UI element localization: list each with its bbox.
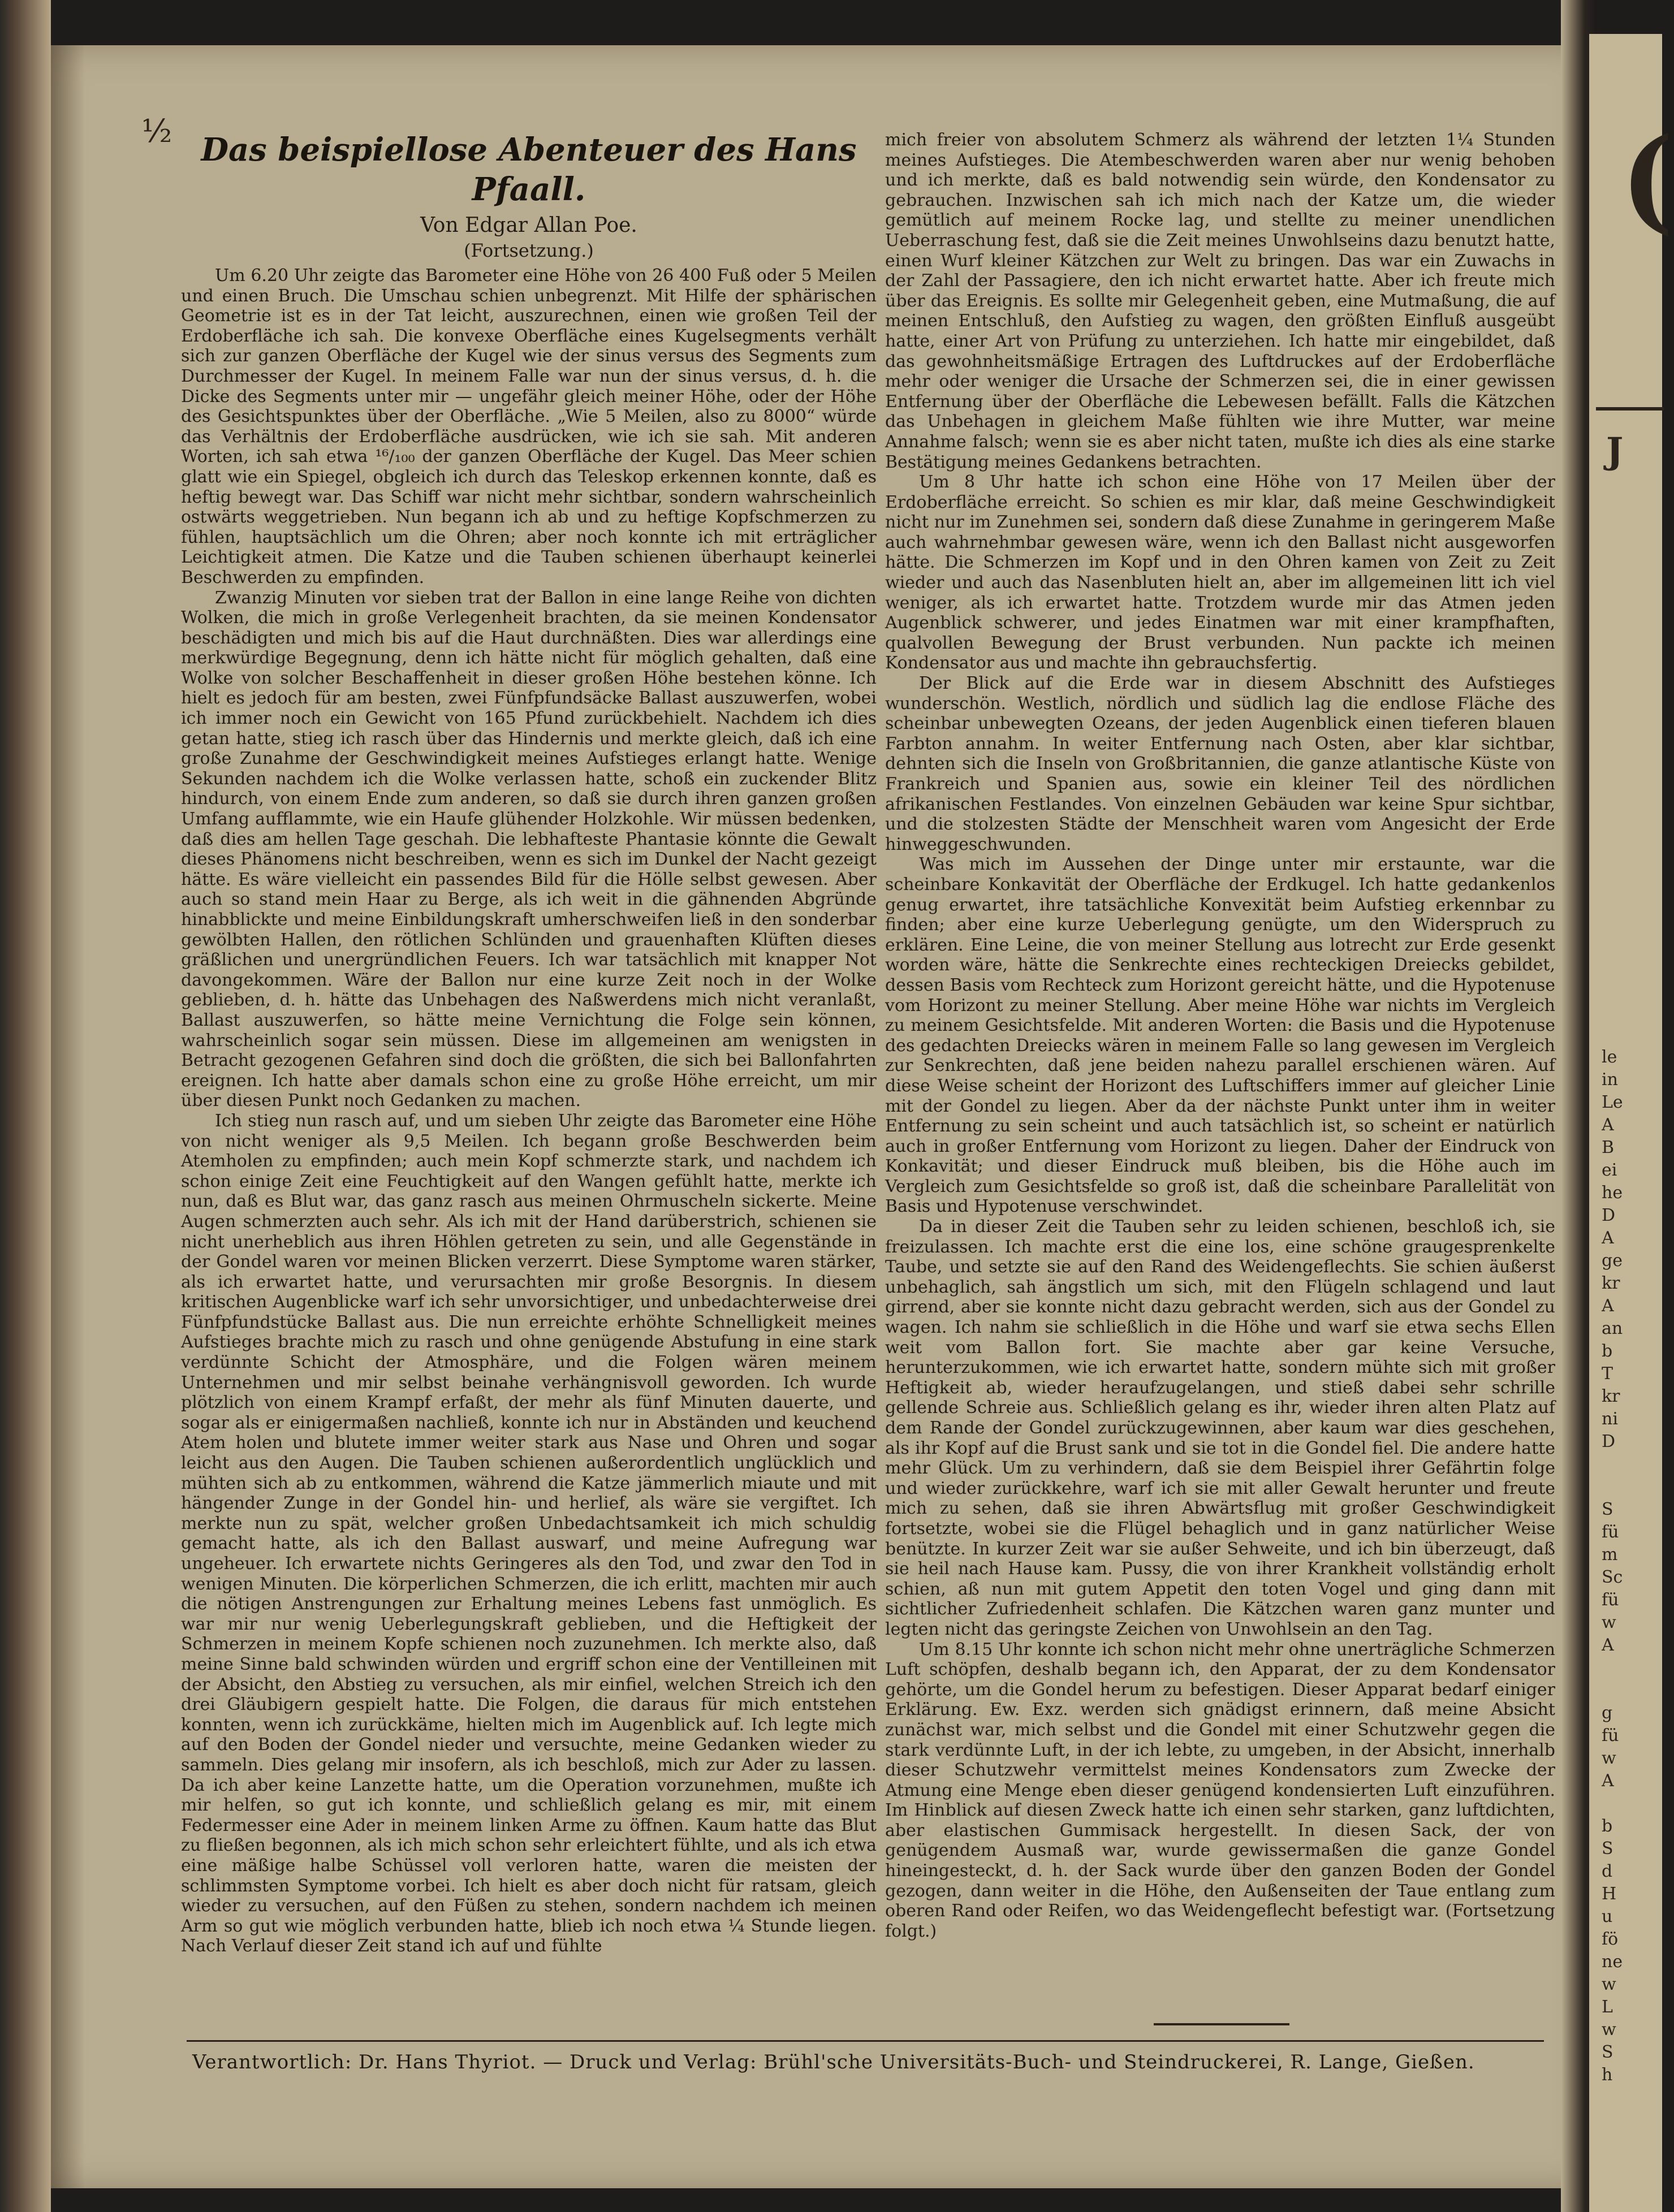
paragraph: Ich stieg nun rasch auf, und um sieben Uhr zeigte das Barometer eine Höhe von nicht weniger als 9,5 Meilen. Ich begann große Beschwerden beim Atemholen zu empfinden; auch mein Kopf schmerzte stark, und nachdem ich schon einige Zeit eine Feuchtigkeit auf den Wangen gefühlt hatte, merkte ich nun, daß es Blut war, das ganz rasch aus meinen Ohrmuscheln sickerte. Meine Augen schmerzten auch sehr. Als ich mit der Hand darüberstrich, schienen sie nicht unerheblich aus ihren Höhlen getreten zu sein, und alle Gegenstände in der Gondel waren vor meinen Blicken verzerrt. Diese Symptome waren stärker, als ich erwartet hatte, und verursachten mir große Besorgnis. In diesem kritischen Augenblicke warf ich sehr unvorsichtiger, und unbedachterweise drei Fünfpfundstücke Ballast aus. Die nun erreichte erhöhte Schnelligkeit meines Aufstieges brachte mich zu rasch und ohne genügende Abstufung in eine stark verdünnte Schicht der Atmosphäre, und die Folgen wären meinem Unternehmen und mir selbst beinahe verhängnisvoll geworden. Ich wurde plötzlich von einem Krampf erfaßt, der mehr als fünf Minuten dauerte, und sogar als er einigermaßen nachließ, konnte ich nur in Abständen und keuchend Atem holen und blutete immer weiter stark aus Nase und Ohren und sogar leicht aus den Augen. Die Tauben schienen außerordentlich unglücklich und mühten sich ab zu entkommen, während die Katze jämmerlich miaute und mit hängender Zunge in der Gondel hin- und herlief, als wäre sie vergiftet. Ich merkte nun zu spät, welcher großen Unbedachtsamkeit ich mich schuldig gemacht hatte, als ich den Ballast auswarf, und meine Aufregung war ungeheuer. Ich erwartete nichts Geringeres als den Tod, und zwar den Tod in wenigen Minuten. Die körperlichen Schmerzen, die ich erlitt, machten mir auch die nötigen Anstrengungen zur Erhaltung meines Lebens fast unmöglich. Es war mir nur wenig Ueberlegungskraft geblieben, und die Heftigkeit der Schmerzen in meinem Kopfe schienen noch zuzunehmen. Ich merkte also, daß meine Sinne bald schwinden würden und ergriff schon eine der Ventilleinen mit der Absicht, den Abstieg zu versuchen, als mir einfiel, welchen Streich ich den drei Gläubigern gespielt hatte. Die Folgen, die daraus für mich entstehen konnten, wenn ich zurückkäme, hielten mich im Augenblick auf. Ich legte mich auf den Boden der Gondel nieder und versuchte, meine Gedanken wieder zu sammeln. Dies gelang mir insofern, als ich beschloß, mich zur Ader zu lassen. Da ich aber keine Lanzette hatte, um die Operation vorzunehmen, mußte ich mir helfen, so gut ich konnte, und schließlich gelang es mir, mit einem Federmesser eine Ader in meinem linken Arme zu öffnen. Kaum hatte das Blut zu fließen begonnen, als ich mich schon sehr erleichtert fühlte, und als ich etwa eine mäßige halbe Schüssel voll verloren hatte, waren die meisten der schlimmsten Symptome vorbei. Ich hielt es aber doch nicht für ratsam, gleich wieder zu versuchen, auf den Füßen zu stehen, sondern nachdem ich meinen Arm so gut wie möglich verbunden hatte, blieb ich noch etwa ¼ Stunde liegen. Nach Verlauf dieser Zeit stand ich auf und fühlte xyxy=(181,1111,877,1956)
adjacent-page-fragment xyxy=(1602,1453,1664,1476)
adjacent-page-fragment: B xyxy=(1602,1138,1615,1157)
adjacent-page-fragment: ne xyxy=(1602,1952,1623,1972)
adjacent-page-fragment: w xyxy=(1602,2020,1616,2040)
margin-mark: ½ xyxy=(141,113,172,150)
adjacent-page-fragment: g xyxy=(1602,1703,1613,1723)
adjacent-page-fragment xyxy=(1602,1679,1664,1702)
article-title: Das beispiellose Abenteuer des Hans Pfaall. xyxy=(201,131,857,208)
adjacent-page-fragment: m xyxy=(1602,1545,1618,1565)
adjacent-page-fragment: d xyxy=(1602,1861,1613,1881)
adjacent-page-fragment: D xyxy=(1602,1432,1616,1451)
imprint-footer: Verantwortlich: Dr. Hans Thyriot. — Druck und Verlag: Brühl'sche Universitäts-Buch- und Steindruckerei, R. Lange, Gießen. xyxy=(192,2051,1475,2073)
adjacent-page-fragment xyxy=(1602,1657,1664,1679)
book-edge-left xyxy=(0,0,51,2212)
adjacent-page-fragment: h xyxy=(1602,2065,1613,2085)
article-end-rule xyxy=(1154,2023,1289,2025)
adjacent-page-initial: ( xyxy=(1620,113,1674,246)
adjacent-page-fragment: A xyxy=(1602,1296,1614,1316)
adjacent-page-fragment: A xyxy=(1602,1228,1614,1248)
adjacent-page-fragment: he xyxy=(1602,1183,1623,1203)
adjacent-page-fragment: S xyxy=(1602,1839,1613,1859)
adjacent-page-fragment: H xyxy=(1602,1884,1617,1904)
adjacent-page-fragment: kr xyxy=(1602,1386,1620,1406)
adjacent-page-fragment: T xyxy=(1602,1364,1613,1384)
paragraph: Um 8 Uhr hatte ich schon eine Höhe von 17 Meilen über der Erdoberfläche erreicht. So schien es mir klar, daß meine Geschwindigkeit nicht nur im Zunehmen sei, sondern daß diese Zunahme in geringerem Maße auch wahrnehmbar gewesen wäre, wenn ich den Ballast nicht ausgeworfen hätte. Die Schmerzen im Kopf und in den Ohren kamen von Zeit zu Zeit wieder und auch das Nasenbluten hielt an, aber im allgemeinen litt ich viel weniger, als ich erwartet hatte. Trotzdem wurde mir das Atmen jeden Augenblick schwerer, und jedes Einatmen war mit einer krampfhaften, qualvollen Bewegung der Brust verbunden. Nun packte ich meinen Kondensator aus und machte ihn gebrauchsfertig. xyxy=(885,472,1555,673)
adjacent-page-fragment: ni xyxy=(1602,1409,1618,1429)
adjacent-page-fragment xyxy=(1602,1476,1664,1498)
adjacent-page-fragment: w xyxy=(1602,1748,1616,1768)
adjacent-page-fragment: fö xyxy=(1602,1929,1619,1949)
adjacent-page-fragment: kr xyxy=(1602,1273,1620,1293)
paragraph: Da in dieser Zeit die Tauben sehr zu leiden schienen, beschloß ich, sie freizulassen. Ich machte erst die eine los, eine schöne graugesprenkelte Taube, und setzte sie auf den Rand des Weidengeflechts. Sie schien äußerst unbehaglich, sah ängstlich um sich, mit den Flügeln schlagend und laut girrend, aber sie konnte nicht dazu gebracht werden, sich aus der Gondel zu wagen. Ich nahm sie schließlich in die Höhe und warf sie etwa sechs Ellen weit vom Ballon fort. Sie machte aber gar keine Versuche, herunterzukommen, wie ich erwartet hatte, sondern mühte sich mit großer Heftigkeit ab, wieder heraufzugelangen, und stieß dabei sehr schrille gellende Schreie aus. Schließlich gelang es ihr, wieder ihren alten Platz auf dem Rande der Gondel zurückzugewinnen, aber kaum war dies geschehen, als ihr Kopf auf die Brust sank und sie tot in die Gondel fiel. Die andere hatte mehr Glück. Um zu verhindern, daß sie dem Beispiel ihrer Gefährtin folge und wieder zurückkehre, warf ich sie mit aller Gewalt herunter und freute mich zu sehen, daß sie ihren Abwärtsflug mit großer Geschwindigkeit fortsetzte, wobei sie die Flügel behaglich und in ganz natürlicher Weise benützte. In kurzer Zeit war sie außer Sehweite, und ich bin überzeugt, daß sie heil nach Hause kam. Pussy, die von ihrer Krankheit vollständig erholt schien, aß nun mit gutem Appetit den toten Vogel und ging dann mit sichtlicher Zufriedenheit schlafen. Die Kätzchen waren ganz munter und legten nicht das geringste Zeichen von Unwohlsein an den Tag. xyxy=(885,1217,1555,1639)
adjacent-page-fragment: ge xyxy=(1602,1251,1623,1271)
adjacent-page-fragments xyxy=(1602,1046,1664,2086)
adjacent-page-fragment: b xyxy=(1602,1341,1613,1361)
adjacent-page-fragment: S xyxy=(1602,1500,1613,1519)
adjacent-page-fragment: L xyxy=(1602,1997,1613,2017)
page-shadow xyxy=(51,45,85,2188)
adjacent-page-heading: J xyxy=(1606,430,1624,472)
adjacent-page-fragment: A xyxy=(1602,1771,1614,1791)
right-column xyxy=(885,130,1555,1941)
adjacent-page xyxy=(1589,34,1674,2212)
adjacent-page-fragment: in xyxy=(1602,1070,1618,1090)
continuation-note: (Fortsetzung.) xyxy=(464,240,594,261)
adjacent-page-fragment: an xyxy=(1602,1319,1623,1338)
adjacent-page-fragment: u xyxy=(1602,1907,1613,1926)
adjacent-page-rule xyxy=(1596,407,1664,411)
paragraph: mich freier von absolutem Schmerz als während der letzten 1¼ Stunden meines Aufstieges. Die Atembeschwerden waren aber nur wenig behoben und ich merkte, daß es bald notwendig sein würde, den Kondensator zu gebrauchen. Inzwischen sah ich mich nach der Katze um, die wieder gemütlich auf meinem Rocke lag, und stellte zu meiner unendlichen Ueberraschung fest, daß sie die Zeit meines Unwohlseins dazu benutzt hatte, einen Wurf kleiner Kätzchen zur Welt zu bringen. Das war ein Zuwachs in der Zahl der Passagiere, den ich nicht erwartet hatte. Aber ich freute mich über das Ereignis. Es sollte mir Gelegenheit geben, eine Mutmaßung, die auf meinen Entschluß, den Aufstieg zu wagen, den größten Einfluß ausgeübt hatte, einer Art von Prüfung zu unterziehen. Ich hatte mir eingebildet, daß das gewohnheitsmäßige Ertragen des Luftdruckes auf der Erdoberfläche mehr oder weniger die Ursache der Schmerzen sei, die in einer gewissen Entfernung über der Oberfläche die Lebewesen befällt. Falls die Kätzchen das Unbehagen in gleichem Maße fühlten wie ihre Mutter, war meine Annahme falsch; wenn sie es aber nicht taten, mußte ich dies als eine starke Bestätigung meines Gedankens betrachten. xyxy=(885,130,1555,472)
adjacent-page-fragment xyxy=(1602,1792,1664,1815)
adjacent-page-fragment: D xyxy=(1602,1206,1616,1225)
adjacent-page-fragment: w xyxy=(1602,1613,1616,1632)
adjacent-page-fragment: S xyxy=(1602,2042,1613,2062)
paragraph: Um 8.15 Uhr konnte ich schon nicht mehr ohne unerträgliche Schmerzen Luft schöpfen, deshalb begann ich, den Apparat, der zu dem Kondensator gehörte, um die Gondel herum zu befestigen. Dieser Apparat bedarf einiger Erklärung. Ew. Exz. werden sich gnädigst erinnern, daß meine Absicht zunächst war, mich selbst und die Gondel mit einer Schutzwehr gegen die stark verdünnte Luft, in der ich lebte, zu umgeben, in der Absicht, innerhalb dieser Schutzwehr vermittelst meines Kondensators zum Zwecke der Atmung eine Menge eben dieser genügend kondensierten Luft einzuführen. Im Hinblick auf diesen Zweck hatte ich einen sehr starken, ganz luftdichten, aber elastischen Gummisack hergestellt. In diesen Sack, der von genügendem Ausmaß war, wurde gewissermaßen die ganze Gondel hineingesteckt, d. h. der Sack wurde über den ganzen Boden der Gondel gezogen, dann weiter in die Höhe, den Außenseiten der Taue entlang zum oberen Rand oder Reifen, wo das Weidengeflecht befestigt war. (Fortsetzung folgt.) xyxy=(885,1639,1555,1941)
adjacent-page-fragment: ei xyxy=(1602,1160,1617,1180)
adjacent-page-fragment: fü xyxy=(1602,1590,1619,1610)
adjacent-page-fragment: A xyxy=(1602,1115,1614,1135)
adjacent-page-fragment: b xyxy=(1602,1816,1613,1836)
adjacent-page-fragment: fü xyxy=(1602,1726,1619,1746)
paragraph: Was mich im Aussehen der Dinge unter mir erstaunte, war die scheinbare Konkavität der Oberfläche der Erdkugel. Ich hatte gedankenlos genug erwartet, ihre tatsächliche Konvexität beim Aufstieg erkennbar zu finden; aber eine kurze Ueberlegung genügte, um den Widerspruch zu erklären. Eine Leine, die von meiner Stellung aus lotrecht zur Erde gesenkt worden wäre, hätte die Senkrechte eines rechteckigen Dreiecks gebildet, dessen Basis vom Rechteck zum Horizont gereicht hätte, und die Hypotenuse vom Horizont zu meiner Stellung. Aber meine Höhe war nichts im Vergleich zu meinem Gesichtsfelde. Mit anderen Worten: die Basis und die Hypotenuse des gedachten Dreiecks wären in meinem Falle so lang gewesen im Vergleich zur Senkrechten, daß jene beiden nahezu parallel erschienen wären. Auf diese Weise scheint der Horizont des Luftschiffers immer auf gleicher Linie mit der Gondel zu liegen. Aber da der nächste Punkt unter ihm in weiter Entfernung zu sein scheint und auch tatsächlich ist, so scheint er natürlich auch in großer Entfernung vom Horizont zu liegen. Daher der Eindruck von Konkavität; und dieser Eindruck muß bleiben, bis die Höhe auch im Vergleich zum Gesichtsfelde so groß ist, daß die scheinbare Parallelität von Basis und Hypotenuse verschwindet. xyxy=(885,854,1555,1217)
footer-rule xyxy=(187,2040,1544,2042)
adjacent-page-fragment: le xyxy=(1602,1047,1617,1067)
adjacent-page-fragment: fü xyxy=(1602,1522,1619,1542)
adjacent-page-fragment: w xyxy=(1602,1975,1616,1994)
paragraph: Der Blick auf die Erde war in diesem Abschnitt des Aufstieges wunderschön. Westlich, nördlich und südlich lag die endlose Fläche des scheinbar unbewegten Ozeans, der jeden Augenblick einen tieferen blauen Farbton annahm. In weiter Entfernung nach Osten, aber klar sichtbar, dehnten sich die Inseln von Großbritannien, die ganze atlantische Küste von Frankreich und Spanien aus, sowie ein kleiner Teil des nördlichen afrikanischen Festlandes. Von einzelnen Gebäuden war keine Spur sichtbar, und die stolzesten Städte der Menschheit waren vom Angesicht der Erde hinweggeschwunden. xyxy=(885,673,1555,854)
adjacent-page-fragment: Sc xyxy=(1602,1567,1623,1587)
adjacent-page-fragment: Le xyxy=(1602,1092,1623,1112)
paragraph: Um 6.20 Uhr zeigte das Barometer eine Höhe von 26 400 Fuß oder 5 Meilen und einen Bruch. Die Umschau schien unbegrenzt. Mit Hilfe der sphärischen Geometrie ist es in der Tat leicht, auszurechnen, einen wie großen Teil der Erdoberfläche ich sah. Die konvexe Oberfläche eines Kugelsegments verhält sich zur ganzen Oberfläche der Kugel wie der sinus versus des Segments zum Durchmesser der Kugel. In meinem Falle war nun der sinus versus, d. h. die Dicke des Segments unter mir — ungefähr gleich meiner Höhe, oder der Höhe des Gesichtspunktes über der Oberfläche. „Wie 5 Meilen, also zu 8000“ würde das Verhältnis der Erdoberfläche ausdrücken, wie ich sie sah. Mit anderen Worten, ich sah etwa ¹⁶/₁₀₀ der ganzen Oberfläche der Kugel. Das Meer schien glatt wie ein Spiegel, obgleich ich durch das Teleskop erkennen konnte, daß es heftig bewegt war. Das Schiff war nicht mehr sichtbar, sondern wahrscheinlich ostwärts weggetrieben. Nun begann ich ab und zu heftige Kopfschmerzen zu fühlen, hauptsächlich um die Ohren; aber noch konnte ich mit erträglicher Leichtigkeit atmen. Die Katze und die Tauben schienen überhaupt keinerlei Beschwerden zu empfinden. xyxy=(181,266,877,587)
paragraph: Zwanzig Minuten vor sieben trat der Ballon in eine lange Reihe von dichten Wolken, die mich in große Verlegenheit brachten, da sie meinen Kondensator beschädigten und mich bis auf die Haut durchnäßten. Dies war allerdings eine merkwürdige Begegnung, denn ich hätte nicht für möglich gehalten, daß eine Wolke von solcher Beschaffenheit in dieser großen Höhe bestehen könne. Ich hielt es jedoch für am besten, zwei Fünfpfundsäcke Ballast auszuwerfen, wobei ich immer noch ein Gewicht von 165 Pfund zurückbehielt. Nachdem ich dies getan hatte, stieg ich rasch über das Hindernis und merkte gleich, daß ich eine große Zunahme der Geschwindigkeit meines Aufstieges erlangt hatte. Wenige Sekunden nachdem ich die Wolke verlassen hatte, schoß ein zuckender Blitz hindurch, von einem Ende zum anderen, so daß sie durch ihren ganzen großen Umfang aufflammte, wie ein Haufe glühender Holzkohle. Wir müssen bedenken, daß dies am hellen Tage geschah. Die lebhafteste Phantasie könnte die Gewalt dieses Phänomens nicht beschreiben, wenn es sich im Dunkel der Nacht gezeigt hätte. Es wäre vielleicht ein passendes Bild für die Hölle selbst gewesen. Aber auch so stand mein Haar zu Berge, als ich weit in die gähnenden Abgründe hinabblickte und meine Einbildungskraft umherschweifen ließ in den sonderbar gewölbten Hallen, den rötlichen Schlünden und grauenhaften Klüften dieses gräßlichen und unergründlichen Feuers. Ich war tatsächlich mit knapper Not davongekommen. Wäre der Ballon nur eine kurze Zeit noch in der Wolke geblieben, d. h. hätte das Unbehagen des Naßwerdens mich nicht veranlaßt, Ballast auszuwerfen, so hätte meine Vernichtung die Folge sein können, wahrscheinlich sogar sein müssen. Diese im allgemeinen am wenigsten in Betracht gezogenen Gefahren sind doch die größten, die sich bei Ballonfahrten ereignen. Ich hatte aber damals schon eine zu große Höhe erreicht, um mir über diesen Punkt noch Gedanken zu machen. xyxy=(181,587,877,1111)
article-author: Von Edgar Allan Poe. xyxy=(420,214,637,237)
left-column xyxy=(181,130,877,1956)
adjacent-page-fragment: A xyxy=(1602,1635,1614,1655)
